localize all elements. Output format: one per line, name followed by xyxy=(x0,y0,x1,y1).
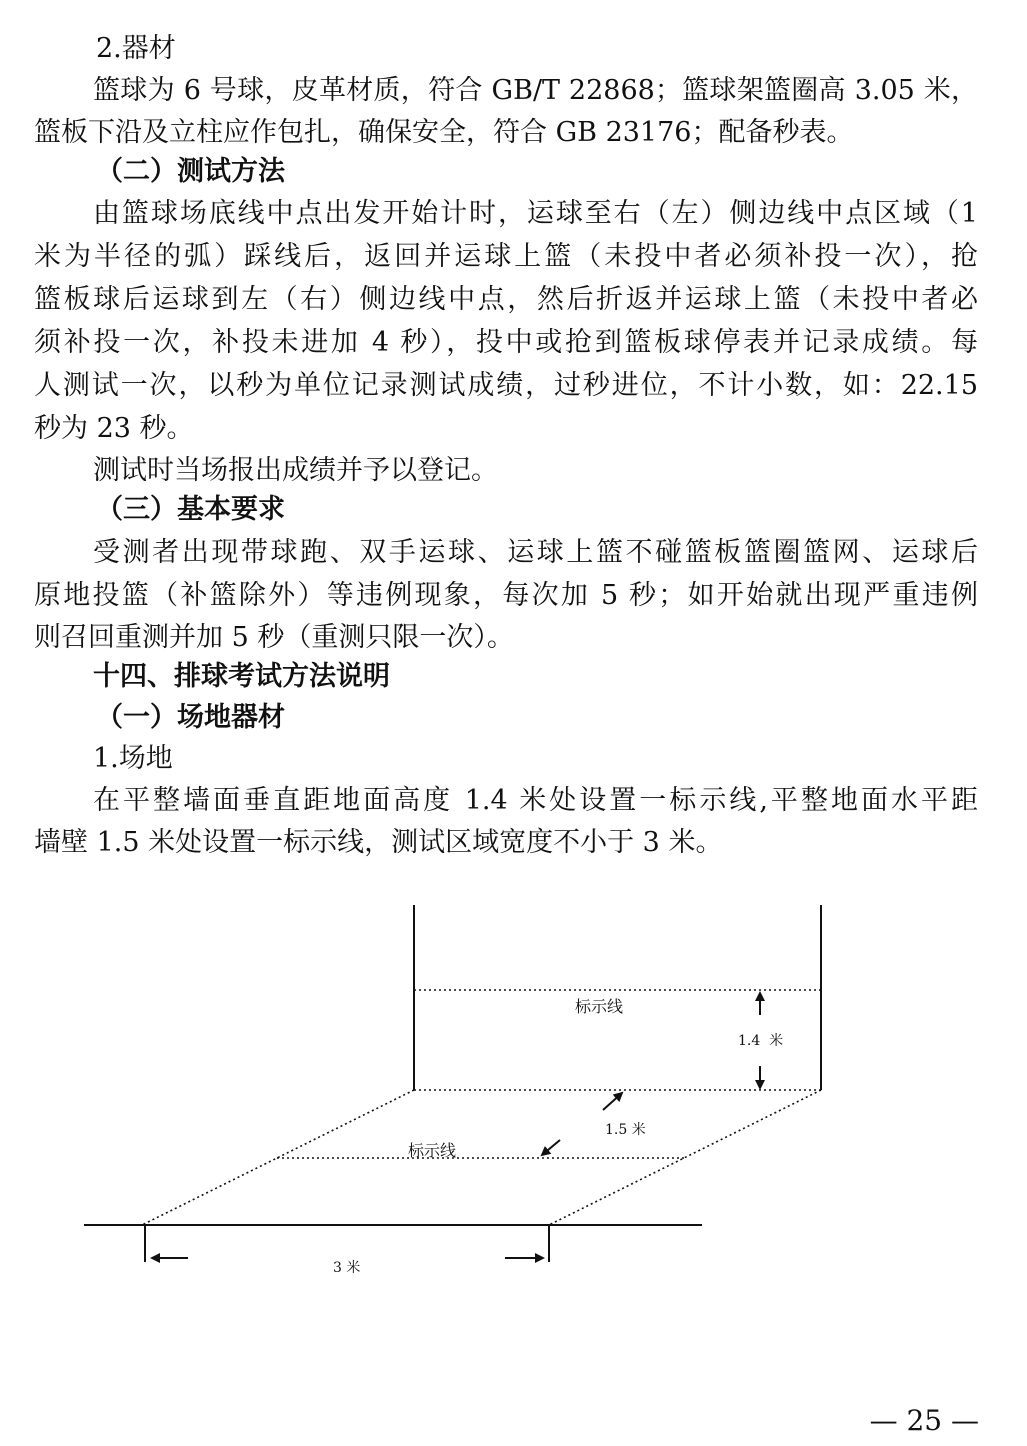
text-line-1: 2.器材 xyxy=(96,33,176,64)
text-line-8: 须补投一次，补投未进加 4 秒），投中或抢到篮板球停表并记录成绩。每 xyxy=(34,327,978,358)
text-line-6: 米为半径的弧）踩线后，返回并运球上篮（未投中者必须补投一次），抢 xyxy=(34,241,978,272)
page-number: — 25 — xyxy=(869,1404,979,1437)
distance-label: 1.5 米 xyxy=(605,1122,646,1138)
text-line-14: 原地投篮（补篮除外）等违例现象，每次加 5 秒；如开始就出现严重违例 xyxy=(34,580,978,611)
floor-right-edge xyxy=(549,1090,821,1225)
width-label: 3 米 xyxy=(333,1260,361,1276)
text-line-2: 篮球为 6 号球，皮革材质，符合 GB/T 22868；篮球架篮圈高 3.05 米， xyxy=(93,75,978,106)
distance-arrow-down xyxy=(542,1140,560,1155)
text-line-18: 1.场地 xyxy=(93,743,173,774)
text-line-13: 受测者出现带球跑、双手运球、运球上篮不碰篮板篮圈篮网、运球后 xyxy=(93,537,978,568)
section-heading-venue-equipment: （一）场地器材 xyxy=(96,702,285,733)
text-line-7: 篮板球后运球到左（右）侧边线中点，然后折返并运球上篮（未投中者必 xyxy=(34,284,978,315)
text-line-11: 测试时当场报出成绩并予以登记。 xyxy=(93,455,498,486)
floor-marker-label: 标示线 xyxy=(408,1141,457,1160)
section-heading-test-method: （二）测试方法 xyxy=(96,156,285,187)
text-line-19: 在平整墙面垂直距地面高度 1.4 米处设置一标示线,平整地面水平距 xyxy=(93,785,978,816)
height-label: 1.4 米 xyxy=(738,1033,784,1049)
section-heading-basic-requirements: （三）基本要求 xyxy=(96,494,285,525)
text-line-9: 人测试一次，以秒为单位记录测试成绩，过秒进位，不计小数，如：22.15 xyxy=(34,370,978,401)
distance-arrow-up xyxy=(603,1093,622,1110)
text-line-15: 则召回重测并加 5 秒（重测只限一次）。 xyxy=(34,622,514,653)
text-line-5: 由篮球场底线中点出发开始计时，运球至右（左）侧边线中点区域（1 xyxy=(93,198,978,229)
text-line-10: 秒为 23 秒。 xyxy=(34,413,194,444)
text-line-3: 篮板下沿及立柱应作包扎，确保安全，符合 GB 23176；配备秒表。 xyxy=(34,117,854,148)
text-line-20: 墙壁 1.5 米处设置一标示线，测试区域宽度不小于 3 米。 xyxy=(34,827,723,858)
wall-marker-label: 标示线 xyxy=(575,997,624,1016)
section-heading-volleyball: 十四、排球考试方法说明 xyxy=(93,661,390,692)
